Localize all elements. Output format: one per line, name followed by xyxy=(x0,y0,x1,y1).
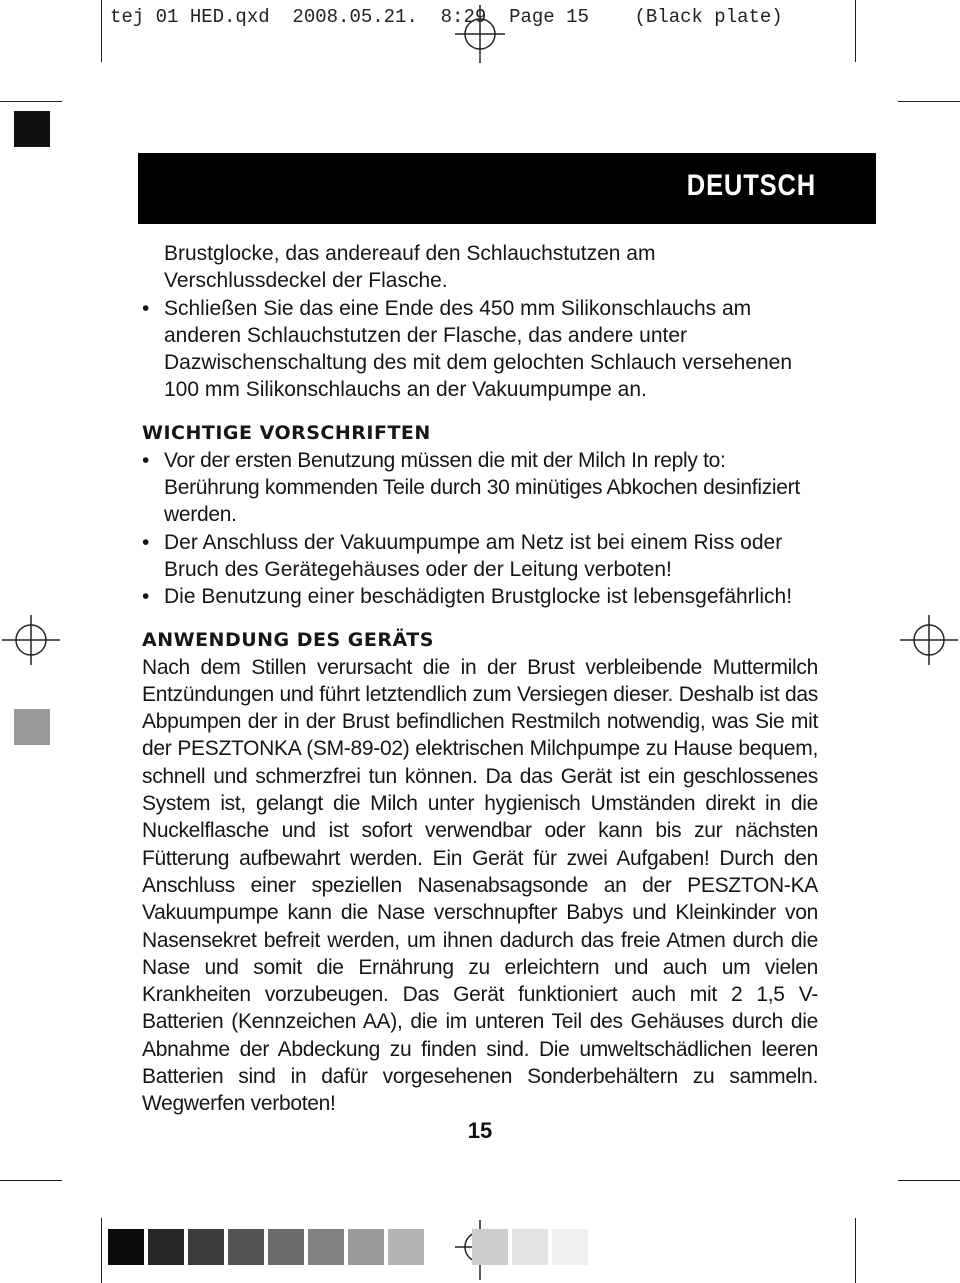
color-bar xyxy=(108,1229,668,1265)
crop-mark xyxy=(101,1218,102,1283)
language-label: DEUTSCH xyxy=(686,169,816,202)
color-swatch xyxy=(188,1229,224,1265)
crop-mark xyxy=(101,0,102,62)
bullet-icon: • xyxy=(142,448,150,472)
list-item xyxy=(142,447,818,529)
page-content xyxy=(142,240,818,1118)
list-item-text: Die Benutzung einer beschädigten Brustglocke ist lebensgefährlich! xyxy=(164,585,793,609)
crop-mark xyxy=(855,1218,856,1283)
list-item xyxy=(142,295,818,404)
section-heading: WICHTIGE VORSCHRIFTEN xyxy=(142,421,431,444)
registration-mark-top xyxy=(455,5,505,63)
list-item xyxy=(142,583,818,610)
color-swatch xyxy=(348,1229,384,1265)
color-swatch xyxy=(108,1229,144,1265)
crop-mark xyxy=(898,1180,960,1181)
language-header xyxy=(138,153,876,224)
color-swatch xyxy=(388,1229,424,1265)
body-paragraph: Nach dem Stillen verursacht die in der Brust verbleibende Muttermilch Entzündungen und führt letztendlich zum Versiegen dieser. Deshalb ist das Abpumpen der in der Brust befindlichen Restmilch notwendig, was Sie mit der PESZTONKA (SM-89-02) elektrischen Milchpumpe zu Hause bequem, schnell und schmerzfrei tun können. Da das Gerät ist ein geschlossenes System ist, gelangt die Milch unter hygienisch Umständen direkt in die Nuckelflasche und ist sofort verwendbar oder kann bis zur nächsten Fütterung aufbewahrt werden. Ein Gerät für zwei Aufgaben! Durch den Anschluss einer speziellen Nasenabsagsonde an der PESZTON-KA Vakuumpumpe kann die Nase verschnupfter Babys und Kleinkinder von Nasensekret befreit werden, um ihnen dadurch das freie Atmen durch die Nase und somit die Ernährung zu erleichtern und auch um vielen Krankheiten vorzubeugen. Das Gerät funktioniert auch mit 2 1,5 V-Batterien (Kennzeichen AA), die im unteren Teil des Gehäuses durch die Abnahme der Abdeckung zu finden sind. Die umweltschädlichen leeren Batterien sind in dafür vorgesehenen Sonderbehältern zu sammeln. Wegwerfen verboten! xyxy=(142,655,818,1116)
color-swatch xyxy=(308,1229,344,1265)
crop-mark xyxy=(0,1180,62,1181)
list-item xyxy=(142,529,818,584)
bullet-icon: • xyxy=(142,585,150,609)
registration-mark-left xyxy=(2,615,60,665)
color-swatch xyxy=(228,1229,264,1265)
corner-block-dark xyxy=(14,111,50,147)
intro-line: Verschlussdeckel der Flasche. xyxy=(164,269,448,293)
list-item-text: Schließen Sie das eine Ende des 450 mm Silikonschlauchs am anderen Schlauchstutzen der Flasche, das andere unter Dazwischenschaltung des mit dem gelochten Schlauch versehenen 100 mm Silikonschlauchs an der Vakuumpumpe an. xyxy=(164,296,793,402)
corner-block-gray xyxy=(14,709,50,745)
crop-mark xyxy=(898,101,960,102)
section-heading: ANWENDUNG DES GERÄTS xyxy=(142,628,434,651)
color-swatch xyxy=(472,1229,508,1265)
color-swatch xyxy=(268,1229,304,1265)
color-swatch xyxy=(148,1229,184,1265)
list-item-text: Vor der ersten Benutzung müssen die mit der Milch In reply to: Berührung kommenden Teile durch 30 minütiges Abkochen desinfiziert werden. xyxy=(164,448,800,527)
crop-mark xyxy=(0,101,62,102)
intro-line: Brustglocke, das andereauf den Schlauchstutzen am xyxy=(164,242,656,265)
bullet-icon: • xyxy=(142,530,150,554)
registration-mark-right xyxy=(900,615,958,665)
slug-line: tej 01 HED.qxd 2008.05.21. 8:29 Page 15 (Black plate) xyxy=(110,6,783,28)
crop-mark xyxy=(855,0,856,62)
page-number: 15 xyxy=(467,1118,493,1143)
color-swatch xyxy=(512,1229,548,1265)
list-item-text: Der Anschluss der Vakuumpumpe am Netz ist bei einem Riss oder Bruch des Gerätegehäuses oder der Leitung verboten! xyxy=(164,530,783,581)
bullet-icon: • xyxy=(142,296,150,320)
color-swatch xyxy=(552,1229,588,1265)
